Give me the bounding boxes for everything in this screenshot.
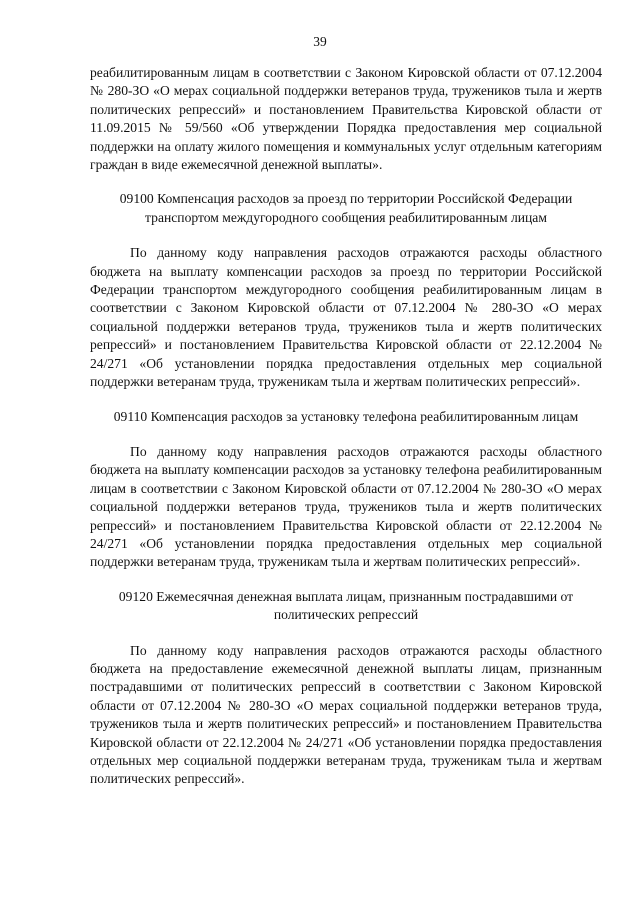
section-body-09120: По данному коду направления расходов отражаются расходы областного бюджета на предоставление ежемесячной денежной выплаты лицам, признанным пострадавшими от политических репрессий в соответствии с Законом Кировской области от 07.12.2004 № 280-ЗО «О мерах социальной поддержки ветеранов труда, тружеников тыла и жертв политических репрессий» и постановлением Правительства Кировской области от 22.12.2004 № 24/271 «Об установлении порядка предоставления отдельных мер социальной поддержки ветеранам труда, труженикам тыла и жертвам политических репрессий». [90, 642, 602, 787]
section-body-09100: По данному коду направления расходов отражаются расходы областного бюджета на выплату компенсации расходов за проезд по территории Российской Федерации транспортом междугородного сообщения реабилитированным лицам в соответствии с Законом Кировской области от 07.12.2004 № 280-ЗО «О мерах социальной поддержки ветеранов труда, тружеников тыла и жертв политических репрессий» и постановлением Правительства Кировской области от 22.12.2004 № 24/271 «Об установлении порядка предоставления отдельных мер социальной поддержки ветеранам труда, труженикам тыла и жертвам политических репрессий». [90, 245, 602, 390]
page-number: 39 [313, 34, 327, 49]
section-body-09110: По данному коду направления расходов отражаются расходы областного бюджета на выплату компенсации расходов за установку телефона реабилитированным лицам в соответствии с Законом Кировской области от 07.12.2004 № 280-ЗО «О мерах социальной поддержки ветеранов труда, тружеников тыла и жертв политических репрессий» и постановлением Правительства Кировской области от 22.12.2004 № 24/271 «Об установлении порядка предоставления отдельных мер социальной поддержки ветеранам труда, труженикам тыла и жертвам политических репрессий». [90, 443, 602, 570]
section-heading-09110: 09110 Компенсация расходов за установку телефона реабилитированным лицам [113, 408, 579, 424]
continued-paragraph: реабилитированным лицам в соответствии с Законом Кировской области от 07.12.2004 № 280-ЗО «О мерах социальной поддержки ветеранов труда, тружеников тыла и жертв политических репрессий» и постановлением Правительства Кировской области от 11.09.2015 № 59/560 «Об утверждении Порядка предоставления мер социальной поддержки на оплату жилого помещения и коммунальных услуг отдельным категориям граждан в виде ежемесячной денежной выплаты». [90, 65, 602, 173]
section-heading-09120: 09120 Ежемесячная денежная выплата лицам, признанным пострадавшими от политических репрессий [118, 588, 574, 623]
page-content [90, 64, 602, 789]
section-heading-09100: 09100 Компенсация расходов за проезд по территории Российской Федерации транспортом междугородного сообщения реабилитированным лицам [119, 191, 573, 225]
